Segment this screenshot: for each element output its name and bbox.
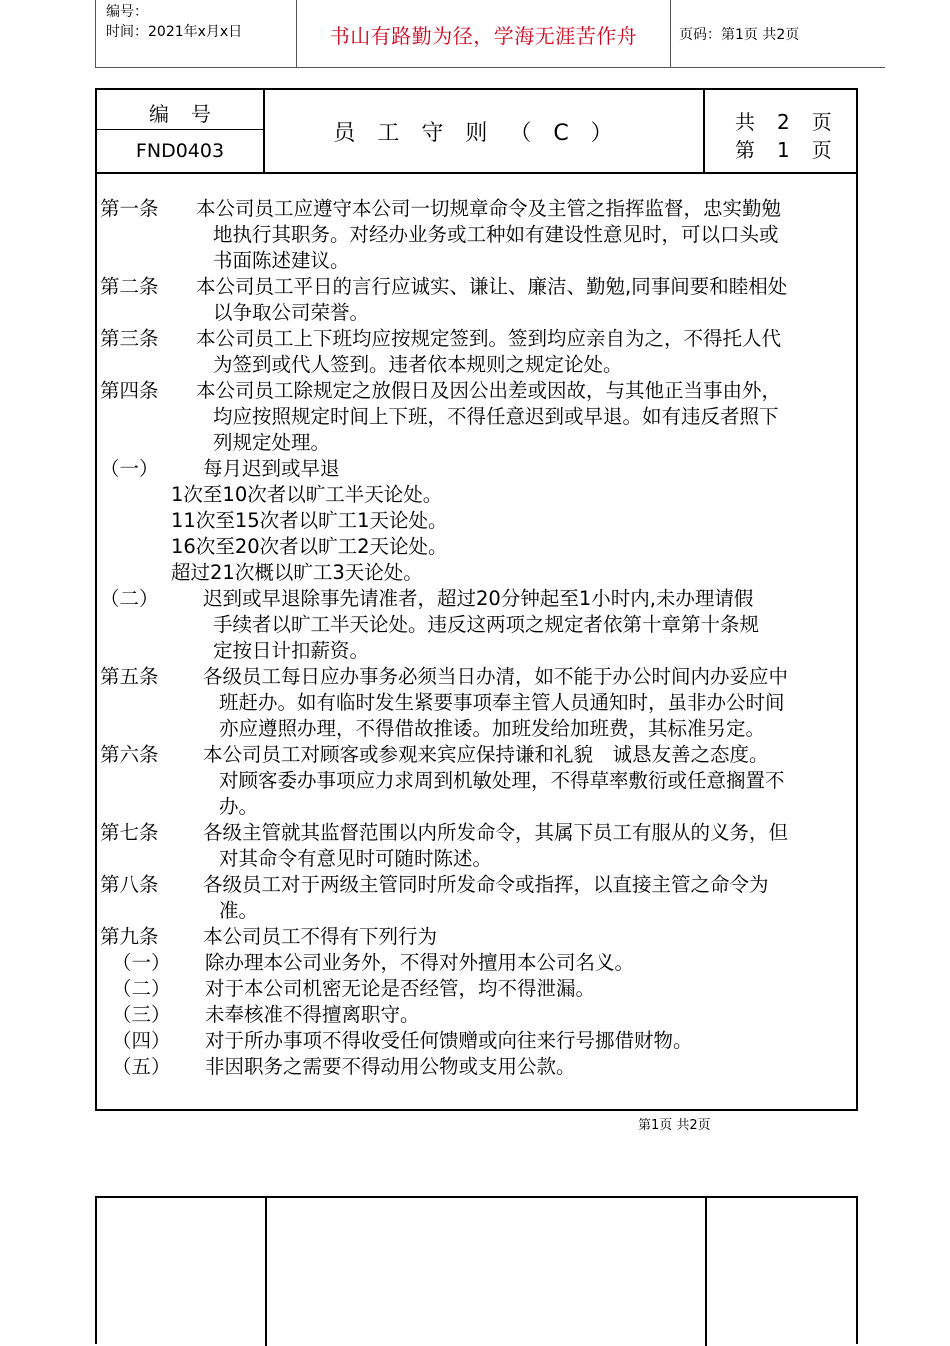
article-line: 本公司员工对顾客或参观来宾应保持谦和礼貌 诚恳友善之态度。 xyxy=(203,743,769,766)
article-line: 以争取公司荣誉。 xyxy=(213,301,370,324)
article-line: 对其命令有意见时可随时陈述。 xyxy=(219,847,493,870)
article-label: 第七条 xyxy=(100,821,159,844)
article-line: 为签到或代人签到。违者依本规则之规定论处。 xyxy=(213,353,623,376)
article-label: 第三条 xyxy=(100,327,159,350)
article-line: 均应按照规定时间上下班，不得任意迟到或早退。如有违反者照下 xyxy=(213,405,779,428)
article-line: 地执行其职务。对经办业务或工种如有建设性意见时，可以口头或 xyxy=(213,223,779,246)
next-page-divider xyxy=(265,1198,267,1346)
item-label: （三） xyxy=(112,1003,171,1026)
article-line: 各级员工每日应办事务必须当日办清，如不能于办公时间内办妥应中 xyxy=(203,665,789,688)
article-label: 第二条 xyxy=(100,275,159,298)
pages-cell xyxy=(705,90,856,172)
header-motto: 书山有路勤为径，学海无涯苦作舟 xyxy=(329,23,638,48)
article-line: 班赶办。如有临时发生紧要事项奉主管人员通知时，虽非办公时间 xyxy=(219,691,785,714)
clause-item: 超过21次概以旷工3天论处。 xyxy=(171,561,423,584)
code-label: 编号 xyxy=(149,102,233,126)
document-body xyxy=(100,196,855,1080)
article-line: 本公司员工应遵守本公司一切规章命令及主管之指挥监督，忠实勤勉 xyxy=(196,197,782,220)
article-line: 书面陈述建议。 xyxy=(213,249,350,272)
item-text: 除办理本公司业务外，不得对外擅用本公司名义。 xyxy=(205,951,635,974)
article xyxy=(100,742,855,820)
clause-line: 定按日计扣薪资。 xyxy=(213,639,370,662)
article-line: 本公司员工平日的言行应诚实、谦让、廉洁、勤勉,同事间要和睦相处 xyxy=(196,275,788,298)
code-divider xyxy=(97,129,265,130)
article xyxy=(100,664,855,742)
total-pages: 共2页 xyxy=(735,110,854,134)
next-page-divider xyxy=(705,1198,707,1346)
document-frame xyxy=(95,88,858,1111)
article xyxy=(100,274,855,326)
clause-item: 11次至15次者以旷工1天论处。 xyxy=(171,509,448,532)
article-line: 本公司员工除规定之放假日及因公出差或因故，与其他正当事由外， xyxy=(196,379,782,402)
item-text: 非因职务之需要不得动用公物或支用公款。 xyxy=(205,1055,576,1078)
next-page-frame xyxy=(95,1196,858,1344)
article-line: 亦应遵照办理，不得借故推诿。加班发给加班费，其标准另定。 xyxy=(219,717,766,740)
article-line: 各级主管就其监督范围以内所发命令，其属下员工有服从的义务，但 xyxy=(203,821,789,844)
article-line: 本公司员工上下班均应按规定签到。签到均应亲自为之，不得托人代 xyxy=(196,327,782,350)
header-motto-cell xyxy=(297,0,671,68)
article-4-clause-1 xyxy=(100,456,855,586)
article xyxy=(100,924,855,950)
article-line: 列规定处理。 xyxy=(213,431,331,454)
clause-item: 16次至20次者以旷工2天论处。 xyxy=(171,535,448,558)
item-label: （一） xyxy=(112,951,171,974)
article-label: 第九条 xyxy=(100,925,159,948)
article-4-clause-2 xyxy=(100,586,855,664)
article xyxy=(100,872,855,924)
running-header xyxy=(95,0,885,68)
current-page: 第1页 xyxy=(735,138,854,162)
article-label: 第八条 xyxy=(100,873,159,896)
article xyxy=(100,378,855,456)
item-text: 对于所办事项不得收受任何馈赠或向往来行号挪借财物。 xyxy=(205,1029,693,1052)
header-time-label: 时间：2021年x月x日 xyxy=(106,24,243,40)
header-page-info: 页码：第1页 共2页 xyxy=(679,27,800,43)
item-label: （四） xyxy=(112,1029,171,1052)
article-line: 各级员工对于两级主管同时所发命令或指挥，以直接主管之命令为 xyxy=(203,873,769,896)
clause-label: （一） xyxy=(100,457,159,480)
article-9-item xyxy=(100,1028,855,1054)
code-cell xyxy=(97,90,265,172)
article-9-item xyxy=(100,1002,855,1028)
article xyxy=(100,326,855,378)
article-label: 第四条 xyxy=(100,379,159,402)
item-text: 未奉核准不得擅离职守。 xyxy=(205,1003,420,1026)
clause-heading: 每月迟到或早退 xyxy=(203,457,340,480)
article-line: 本公司员工不得有下列行为 xyxy=(203,925,438,948)
clause-line: 手续者以旷工半天论处。违反这两项之规定者依第十章第十条规 xyxy=(213,613,760,636)
clause-label: （二） xyxy=(100,587,159,610)
article xyxy=(100,820,855,872)
clause-line: 迟到或早退除事先请准者，超过20分钟起至1小时内,未办理请假 xyxy=(203,587,754,610)
document-title: 员工守则（C） xyxy=(265,90,705,172)
article-label: 第一条 xyxy=(100,197,159,220)
article-line: 准。 xyxy=(219,899,259,922)
page-footer: 第1页 共2页 xyxy=(638,1118,711,1133)
article-9-item xyxy=(100,976,855,1002)
article-9-item xyxy=(100,950,855,976)
article xyxy=(100,196,855,274)
item-label: （五） xyxy=(112,1055,171,1078)
clause-item: 1次至10次者以旷工半天论处。 xyxy=(171,483,443,506)
header-code-label: 编号： xyxy=(106,4,148,20)
article-label: 第五条 xyxy=(100,665,159,688)
item-label: （二） xyxy=(112,977,171,1000)
header-meta xyxy=(96,0,297,68)
code-value: FND0403 xyxy=(135,140,225,162)
item-text: 对于本公司机密无论是否经管，均不得泄漏。 xyxy=(205,977,596,1000)
article-9-item xyxy=(100,1054,855,1080)
article-line: 办。 xyxy=(219,795,259,818)
article-label: 第六条 xyxy=(100,743,159,766)
title-table xyxy=(97,90,856,174)
article-line: 对顾客委办事项应力求周到机敏处理，不得草率敷衍或任意搁置不 xyxy=(219,769,785,792)
